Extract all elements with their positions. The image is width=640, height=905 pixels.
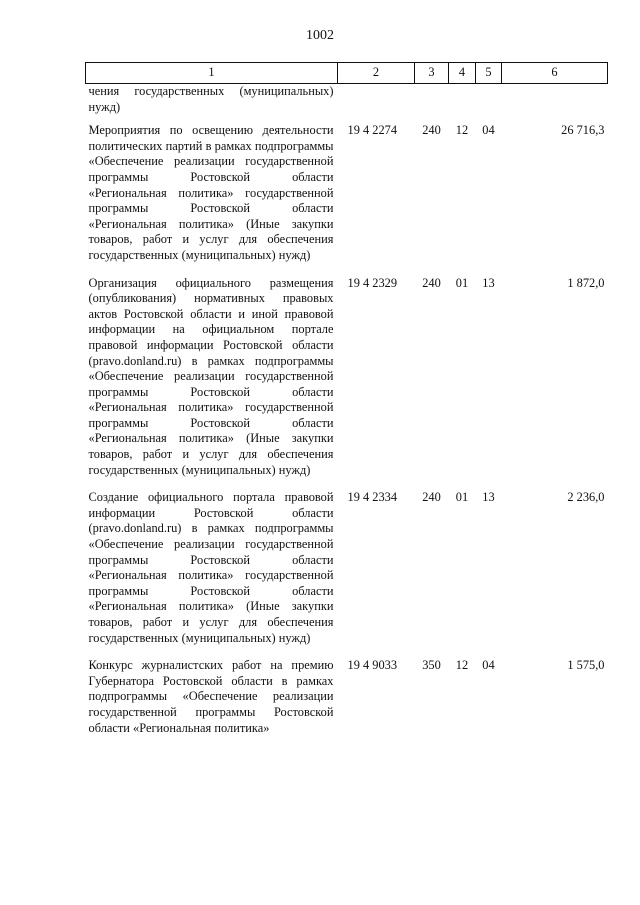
table-row bbox=[86, 276, 608, 491]
row-subsection: 04 bbox=[482, 658, 495, 673]
continuation-text: чения государственных (муниципальных) нужд) bbox=[88, 84, 334, 114]
row-section: 01 bbox=[455, 275, 469, 290]
row-amount: 26 716,3 bbox=[561, 123, 605, 138]
row-subsection: 04 bbox=[482, 123, 495, 138]
row-expense-type: 240 bbox=[422, 123, 441, 138]
table-header-row bbox=[86, 63, 608, 84]
row-target-code: 19 4 9033 bbox=[347, 658, 398, 673]
table-row bbox=[86, 658, 608, 748]
row-description: Организация официального размещения (опубликования) нормативных правовых актов Ростовской области и иной правовой информации на официальном портале правовой информации Ростовской области (pravo.donland.ru) в рамках подпрограммы «Обеспечение реализации государственной программы Ростовской области «Региональная политика» государственной программы Ростовской области «Региональная политика» (Иные закупки товаров, работ и услуг для обеспечения государственных (муниципальных) нужд) bbox=[88, 275, 334, 477]
row-target-code: 19 4 2274 bbox=[347, 123, 398, 138]
page-number: 1002 bbox=[306, 28, 334, 43]
header-col-3: 3 bbox=[415, 63, 449, 84]
row-description: Конкурс журналистских работ на премию Губернатора Ростовской области в рамках подпрограммы «Обеспечение реализации государственной программы Ростовской области «Региональная политика» bbox=[88, 658, 334, 735]
table-row-continuation bbox=[86, 84, 608, 124]
row-section: 12 bbox=[455, 123, 469, 138]
row-subsection: 13 bbox=[482, 275, 495, 290]
header-col-2: 2 bbox=[338, 63, 415, 84]
table-row bbox=[86, 123, 608, 275]
row-expense-type: 350 bbox=[422, 658, 441, 673]
header-col-6: 6 bbox=[502, 63, 608, 84]
row-expense-type: 240 bbox=[422, 275, 441, 290]
row-subsection: 13 bbox=[482, 490, 495, 505]
row-amount: 2 236,0 bbox=[567, 490, 605, 505]
row-description: Мероприятия по освещению деятельности политических партий в рамках подпрограммы «Обеспечение реализации государственной программы Ростовской области «Региональная политика» государственной программы Ростовской области «Региональная политика» (Иные закупки товаров, работ и услуг для обеспечения государственных (муниципальных) нужд) bbox=[88, 123, 334, 262]
row-section: 12 bbox=[455, 658, 469, 673]
budget-table bbox=[85, 62, 608, 748]
row-amount: 1 872,0 bbox=[567, 275, 605, 290]
table-row bbox=[86, 490, 608, 658]
header-col-1: 1 bbox=[86, 63, 338, 84]
row-description: Создание официального портала правовой информации Ростовской области (pravo.donland.ru) в рамках подпрограммы «Обеспечение реализации государственной программы Ростовской области «Региональная политика» государственной программы Ростовской области «Региональная политика» (Иные закупки товаров, работ и услуг для обеспечения государственных (муниципальных) нужд) bbox=[88, 490, 334, 645]
header-col-5: 5 bbox=[476, 63, 502, 84]
row-section: 01 bbox=[455, 490, 469, 505]
row-target-code: 19 4 2329 bbox=[347, 275, 398, 290]
row-expense-type: 240 bbox=[422, 490, 441, 505]
header-col-4: 4 bbox=[449, 63, 476, 84]
row-amount: 1 575,0 bbox=[567, 658, 605, 673]
row-target-code: 19 4 2334 bbox=[347, 490, 398, 505]
